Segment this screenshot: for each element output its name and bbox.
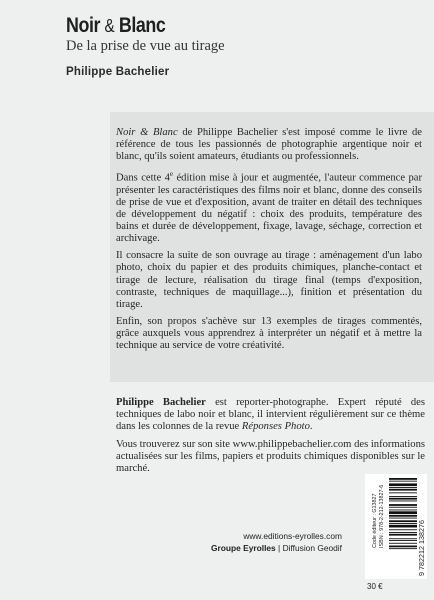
publisher-info [174, 530, 342, 554]
bio-paragraph-2: Vous trouverez sur son site www.philippebachelier.com des informations actualisées sur les films, papiers et produits chimiques disponibles sur le marché. [116, 439, 425, 475]
summary-paragraph-3: Il consacre la suite de son ouvrage au tirage : aménagement d'un labo photo, choix du papier et des produits chimiques, planche-contact et tirage de lecture, réalisation du tirage final (temps d'exposition, contraste, techniques de maquillage...), finition et présentation du tirage. [116, 250, 422, 310]
magazine-name: Réponses Photo [241, 421, 310, 433]
title-end: Blanc [118, 14, 166, 37]
book-title [66, 14, 165, 38]
isbn-barcode [365, 474, 427, 579]
barcode-bar [389, 510, 417, 511]
barcode-bar [389, 478, 417, 480]
publisher-website: www.editions-eyrolles.com [243, 531, 342, 541]
publisher-distributor: Diffusion Geodif [282, 543, 342, 553]
summary-paragraph-4: Enfin, son propos s'achève sur 13 exemples de tirages commentés, grâce auxquels vous apprendrez à interpréter un négatif et à mettre la technique au service de votre créativité. [116, 315, 422, 352]
barcode-bar [389, 529, 417, 530]
barcode-bar [389, 489, 417, 491]
summary-block [116, 127, 422, 357]
barcode-bar [389, 511, 417, 514]
barcode-bar [389, 546, 417, 548]
barcode-bar [389, 540, 417, 541]
barcode-bar [389, 518, 417, 519]
barcode-bar [389, 501, 417, 502]
price-label: 30 € [367, 582, 383, 591]
barcode-bar [389, 515, 417, 517]
barcode-bar [389, 483, 417, 486]
barcode-bar [389, 492, 417, 493]
barcode-bar [389, 532, 417, 533]
bio-paragraph-1: Philippe Bachelier est reporter-photographe. Expert réputé des techniques de labo noir et blanc, il intervient régulièrement sur ce thème dans les colonnes de la revue Réponses Photo. [116, 397, 426, 433]
title-main: Noir [66, 14, 100, 37]
summary-title-ref: Noir & Blanc [116, 127, 178, 138]
barcode-digits: 9 782212 138276 [417, 520, 426, 576]
summary-paragraph-1: Noir & Blanc de Philippe Bachelier s'est imposé comme le livre de référence de tous les passionnés de photographie argentique noir et blanc, qu'ils soient amateurs, étudiants ou professionnels. [116, 127, 422, 163]
barcode-bar [389, 481, 417, 482]
book-subtitle: De la prise de vue au tirage [66, 38, 225, 54]
barcode-bar [389, 487, 417, 488]
author-name: Philippe Bachelier [66, 66, 170, 78]
title-ampersand: & [104, 16, 115, 36]
author-bio [116, 397, 425, 482]
editor-code-text: Code éditeur : G13827 [372, 493, 378, 548]
barcode-bar [389, 538, 417, 539]
barcode-bar [389, 523, 417, 524]
isbn-text: ISBN : 978-2-212-13827-6 [379, 484, 385, 548]
barcode-bar [389, 534, 417, 536]
barcode-bar [389, 496, 417, 497]
publisher-line: Groupe Eyrolles | Diffusion Geodif [211, 543, 342, 553]
barcode-bar [389, 504, 417, 506]
barcode-bar [389, 507, 417, 508]
barcode-bar [389, 548, 417, 549]
barcode-bar [389, 543, 417, 544]
barcode-bar [389, 498, 417, 500]
publisher-group: Groupe Eyrolles [211, 543, 276, 553]
bio-author-name: Philippe Bachelier [116, 397, 206, 408]
barcode-bar [389, 520, 417, 522]
barcode-bar [389, 525, 417, 528]
summary-paragraph-2: Dans cette 4e édition mise à jour et augmentée, l'auteur commence par présenter les caractéristiques des films noir et blanc, donne des conseils de prise de vue et d'exposition, avant de traiter en détail des techniques de développement du négatif : choix des produits, température des bains et durée de développement, fixage, lavage, séchage, correction et archivage. [116, 170, 422, 245]
